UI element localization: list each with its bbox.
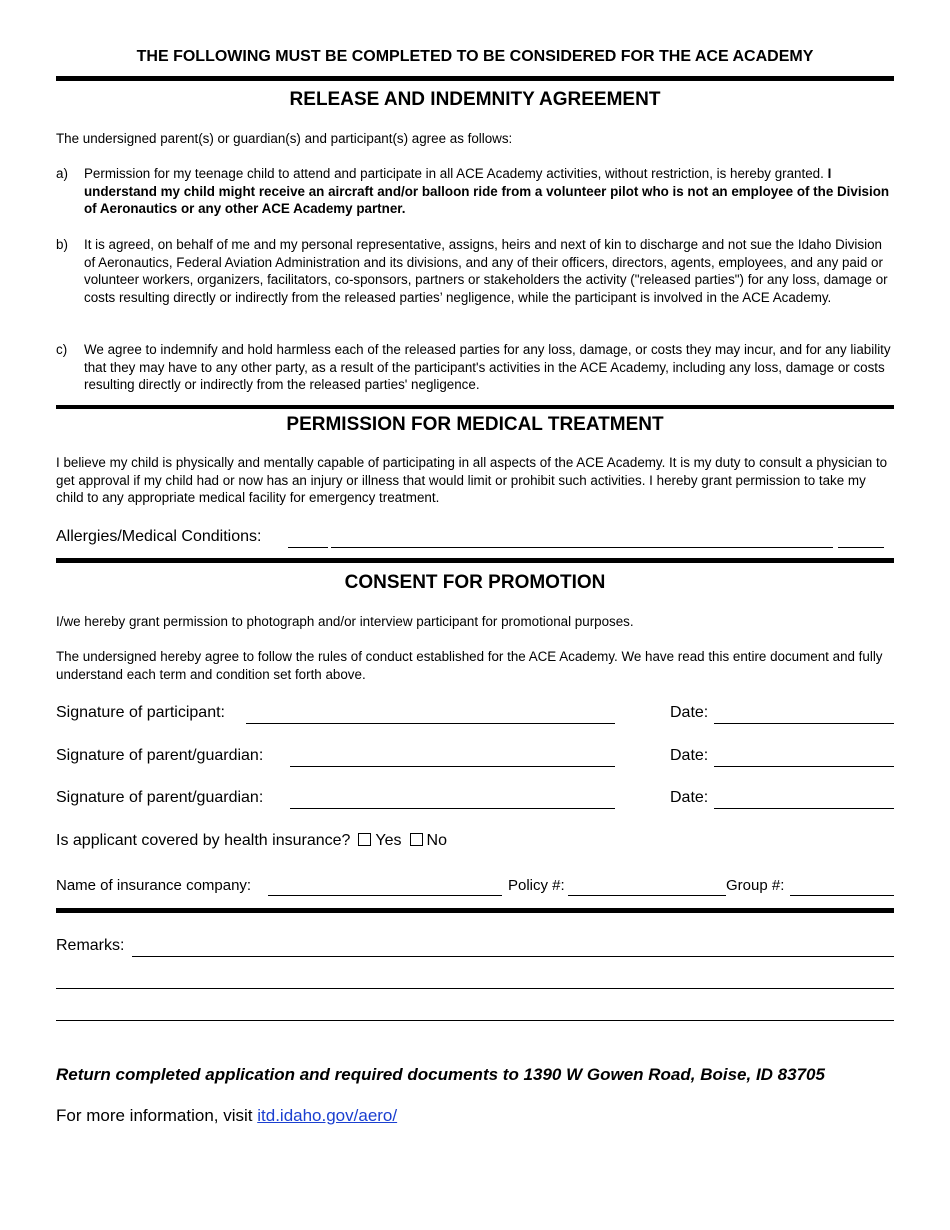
list-marker: b) bbox=[56, 237, 68, 252]
return-instructions: Return completed application and required documents to 1390 W Gowen Road, Boise, ID 83705 bbox=[56, 1065, 825, 1084]
date-label: Date: bbox=[670, 704, 709, 721]
insurance-details-row bbox=[56, 872, 894, 896]
participant-date-input[interactable] bbox=[714, 723, 894, 724]
header-banner: THE FOLLOWING MUST BE COMPLETED TO BE CONSIDERED FOR THE ACE ACADEMY bbox=[136, 48, 814, 65]
participant-signature-input[interactable] bbox=[246, 723, 615, 724]
list-marker: a) bbox=[56, 166, 68, 181]
medical-text: I believe my child is physically and mentally capable of participating in all aspects of the ACE Academy. It is my duty to consult a physician to get approval if my child had or now has an injury or illness that would limit or prohibit such activities. I hereby grant permission to take my child to any appropriate medical facility for emergency treatment. bbox=[56, 455, 888, 505]
parent2-signature-input[interactable] bbox=[290, 808, 615, 809]
divider bbox=[56, 76, 894, 81]
allergies-input[interactable] bbox=[331, 547, 833, 548]
no-checkbox[interactable] bbox=[410, 833, 423, 846]
more-info bbox=[56, 1106, 397, 1126]
divider bbox=[56, 908, 894, 913]
group-label: Group #: bbox=[726, 877, 785, 894]
parent1-signature-input[interactable] bbox=[290, 766, 615, 767]
release-item-b-text: It is agreed, on behalf of me and my personal representative, assigns, heirs and next of kin to discharge and not sue the Idaho Division of Aeronautics, Federal Aviation Administration and its divisions, and any of their officers, directors, agents, employees, and any paid or volunteer workers, organizers, facilitators, co-sponsors, partners or stakeholders the activity ("released parties") for any loss, damage or costs resulting directly or indirectly from the released parties’ negligence, while the participant is involved in the ACE Academy. bbox=[84, 237, 888, 305]
more-info-text: For more information, visit bbox=[56, 1106, 258, 1125]
divider bbox=[56, 405, 894, 409]
release-item-a-text: Permission for my teenage child to attend and participate in all ACE Academy activities, without restriction, is hereby granted. bbox=[84, 166, 824, 181]
remarks-row bbox=[56, 933, 894, 957]
group-input[interactable] bbox=[790, 895, 894, 896]
remarks-line-3[interactable] bbox=[56, 1020, 894, 1021]
release-item-a-bold: I understand my child might receive an aircraft and/or balloon ride from a volunteer pilot who is not an employee of the Division of Aeronautics or any other ACE Academy partner. bbox=[84, 166, 890, 216]
remarks-label: Remarks: bbox=[56, 937, 125, 954]
release-item-c-text: We agree to indemnify and hold harmless each of the released parties for any loss, damage, or costs they may incur, and for any liability that they may have to any other party, as a result of the participant's activities in the ACE Academy, including any loss, damage or costs resulting directly or indirectly from the released parties' negligence. bbox=[84, 342, 891, 392]
insurance-company-label: Name of insurance company: bbox=[56, 877, 252, 894]
allergies-field bbox=[56, 524, 894, 548]
info-link[interactable]: itd.idaho.gov/aero/ bbox=[257, 1106, 398, 1125]
date-label: Date: bbox=[670, 747, 709, 764]
no-label: No bbox=[426, 832, 447, 849]
release-intro: The undersigned parent(s) or guardian(s) and participant(s) agree as follows: bbox=[56, 131, 513, 146]
promotion-title: CONSENT FOR PROMOTION bbox=[344, 572, 606, 593]
insurance-company-input[interactable] bbox=[268, 895, 502, 896]
release-title: RELEASE AND INDEMNITY AGREEMENT bbox=[289, 89, 661, 110]
insurance-question-row bbox=[56, 828, 894, 852]
participant-signature-row bbox=[56, 700, 894, 724]
participant-signature-label: Signature of participant: bbox=[56, 704, 225, 721]
remarks-line-2[interactable] bbox=[56, 988, 894, 989]
divider bbox=[56, 558, 894, 563]
date-label: Date: bbox=[670, 789, 709, 806]
remarks-input[interactable] bbox=[132, 956, 894, 957]
yes-label: Yes bbox=[375, 832, 402, 849]
allergies-line[interactable] bbox=[288, 547, 328, 548]
yes-checkbox[interactable] bbox=[358, 833, 371, 846]
allergies-label: Allergies/Medical Conditions: bbox=[56, 528, 262, 545]
medical-title: PERMISSION FOR MEDICAL TREATMENT bbox=[286, 414, 664, 435]
release-item-b bbox=[56, 236, 894, 306]
parent1-signature-label: Signature of parent/guardian: bbox=[56, 747, 264, 764]
parent2-date-input[interactable] bbox=[714, 808, 894, 809]
release-item-a bbox=[56, 165, 894, 218]
list-marker: c) bbox=[56, 342, 68, 357]
parent2-signature-label: Signature of parent/guardian: bbox=[56, 789, 264, 806]
policy-label: Policy #: bbox=[508, 877, 565, 894]
parent1-signature-row bbox=[56, 743, 894, 767]
parent1-date-input[interactable] bbox=[714, 766, 894, 767]
release-item-c bbox=[56, 341, 894, 394]
promotion-text: I/we hereby grant permission to photograph and/or interview participant for promotional purposes. bbox=[56, 614, 634, 629]
allergies-line[interactable] bbox=[838, 547, 884, 548]
parent2-signature-row bbox=[56, 785, 894, 809]
conduct-text: The undersigned hereby agree to follow the rules of conduct established for the ACE Academy. We have read this entire document and fully understand each term and condition set forth above. bbox=[56, 649, 883, 682]
policy-input[interactable] bbox=[568, 895, 726, 896]
insurance-question: Is applicant covered by health insurance? bbox=[56, 832, 351, 849]
